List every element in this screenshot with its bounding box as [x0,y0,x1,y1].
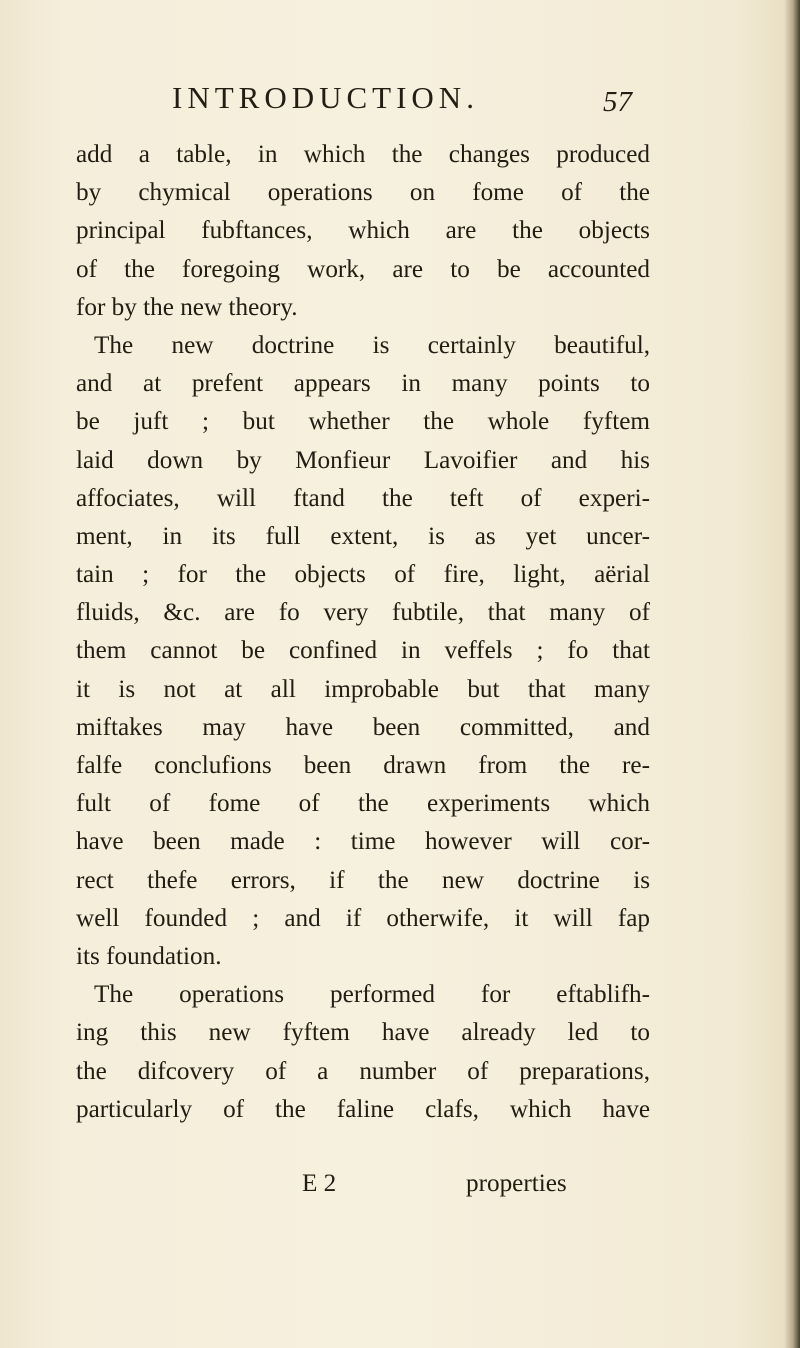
running-title: INTRODUCTION. [172,80,479,115]
text-line: fult of fome of the experiments which [76,790,650,818]
running-head [172,78,632,122]
catchword: properties [466,1170,567,1197]
text-line: fluids, &c. are fo very fubtile, that many of [76,599,650,627]
text-line: ing this new fyftem have already led to [76,1019,650,1047]
footer-line [302,1165,622,1203]
text-line: principal fubftances, which are the objects [76,217,650,245]
text-line: The operations performed for eftablifh- [94,981,650,1009]
page-edge-shadow [784,0,800,1348]
text-line: ment, in its full extent, is as yet uncer- [76,522,650,550]
text-line: for by the new theory. [76,293,298,321]
text-line: particularly of the faline clafs, which have [76,1095,650,1123]
page-number: 57 [603,86,632,118]
text-line: The new doctrine is certainly beautiful, [94,331,650,359]
text-line: laid down by Monfieur Lavoifier and his [76,446,650,474]
text-line: add a table, in which the changes produced [76,141,650,168]
text-line: by chymical operations on fome of the [76,179,650,207]
text-line: affociates, will ftand the teft of experi- [76,484,650,512]
signature-mark: E 2 [302,1170,337,1197]
text-line: miftakes may have been committed, and [76,713,650,741]
text-line: tain ; for the objects of fire, light, aërial [76,561,650,589]
text-line: and at prefent appears in many points to [76,370,650,398]
text-line: have been made : time however will cor- [76,828,650,856]
text-line: rect thefe errors, if the new doctrine is [76,866,650,894]
text-line: well founded ; and if otherwife, it will fap [76,904,650,932]
text-line: it is not at all improbable but that many [76,675,650,703]
text-line: falfe conclufions been drawn from the re- [76,752,650,779]
text-line: be juft ; but whether the whole fyftem [76,408,650,436]
text-line: the difcovery of a number of preparations, [76,1057,650,1085]
text-line: of the foregoing work, are to be accounted [76,255,650,283]
text-line: its foundation. [76,942,222,970]
body-text [76,136,650,1129]
text-line: them cannot be confined in veffels ; fo that [76,637,650,665]
